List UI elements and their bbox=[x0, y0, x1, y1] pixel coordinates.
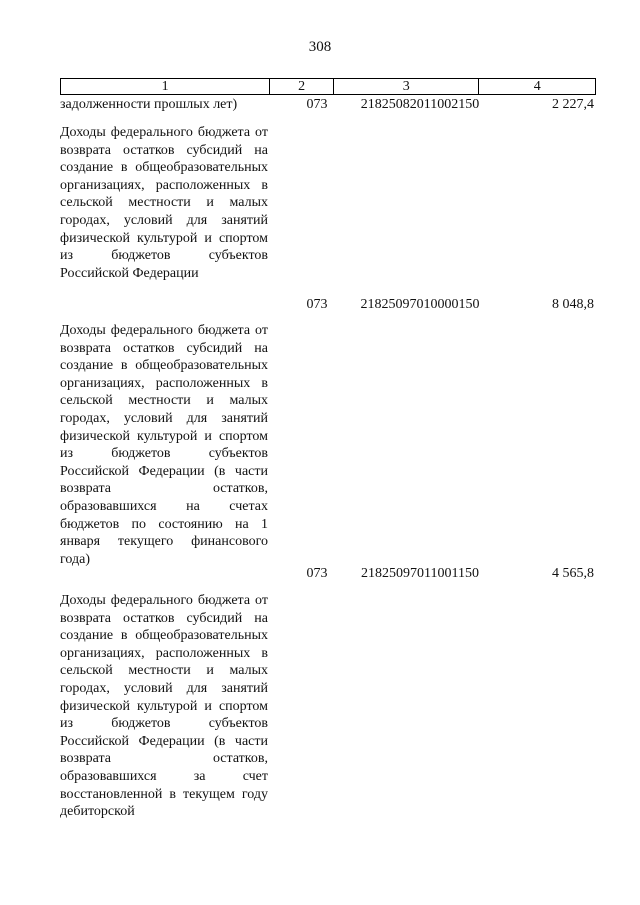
table-row bbox=[60, 592, 596, 832]
table-row bbox=[60, 124, 596, 314]
column-header-4: 4 bbox=[533, 79, 541, 94]
row-kbk-code: 21825082011002150 bbox=[360, 97, 480, 112]
row-description: Доходы федерального бюджета от возврата остатков субсидий на создание в общеобразовательных организациях, расположенных в сельской местности и малых городах, условий для занятий физической культурой и спортом из бюджетов субъектов Российской Федерации bbox=[60, 125, 268, 281]
column-header-2: 2 bbox=[270, 79, 334, 94]
column-header-3: 3 bbox=[334, 79, 479, 94]
row-description: задолженности прошлых лет) bbox=[60, 97, 238, 112]
row-amount: 4 565,8 bbox=[552, 566, 594, 581]
table-row bbox=[60, 322, 596, 584]
row-amount: 8 048,8 bbox=[552, 297, 594, 312]
row-admin-code: 073 bbox=[306, 566, 328, 581]
row-admin-code: 073 bbox=[306, 297, 328, 312]
row-description: Доходы федерального бюджета от возврата остатков субсидий на создание в общеобразовательных организациях, расположенных в сельской местности и малых городах, условий для занятий физической культурой и спортом из бюджетов субъектов Российской Федерации (в части возврата остатков, образовавшихся на счетах бюджетов по состоянию на 1 января текущего финансового года) bbox=[60, 323, 268, 567]
page-number: 308 bbox=[308, 39, 332, 55]
table-header-row bbox=[60, 78, 596, 95]
row-kbk-code: 21825097010000150 bbox=[360, 297, 480, 312]
row-admin-code: 073 bbox=[306, 97, 328, 112]
row-kbk-code: 21825097011001150 bbox=[361, 566, 479, 581]
row-amount: 2 227,4 bbox=[552, 97, 594, 112]
table-row bbox=[60, 96, 596, 114]
column-header-1: 1 bbox=[61, 79, 270, 94]
row-description: Доходы федерального бюджета от возврата остатков субсидий на создание в общеобразовательных организациях, расположенных в сельской местности и малых городах, условий для занятий физической культурой и спортом из бюджетов субъектов Российской Федерации (в части возврата остатков, образовавшихся за счет восстановленной в текущем году дебиторской bbox=[60, 593, 268, 820]
